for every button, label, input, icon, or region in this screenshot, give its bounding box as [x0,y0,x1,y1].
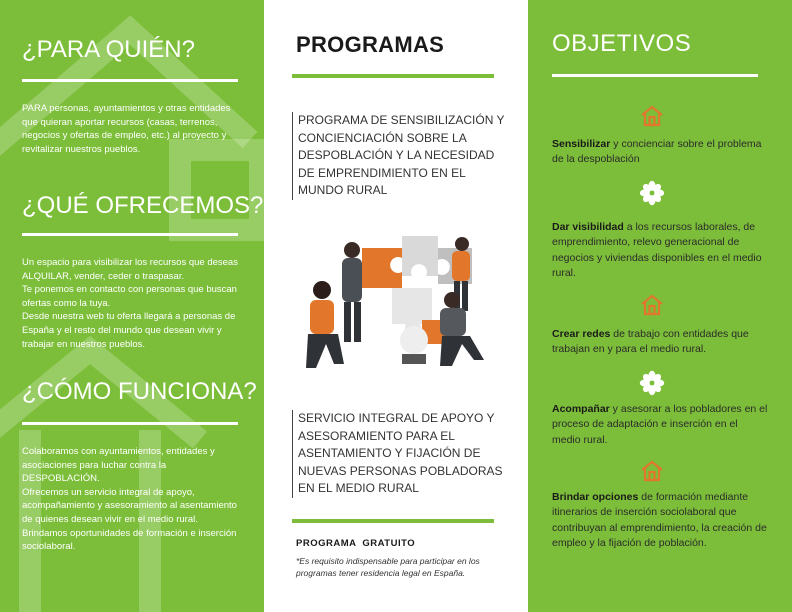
program-sensibilizacion: PROGRAMA DE SENSIBILIZACIÓN Y CONCIENCIACIÓN SOBRE LA DESPOBLACIÓN Y LA NECESIDAD DE EMPRENDIMIENTO EN EL MUNDO RURAL [292,112,506,200]
objective-4: Acompañar y asesorar a los pobladores en el proceso de adaptación e inserción en el medio rural. [552,403,768,446]
person-left [306,281,344,368]
divider [22,233,238,236]
house-icon [639,458,665,484]
divider [292,519,494,523]
divider [22,79,238,82]
flower-icon [639,180,665,206]
middle-panel [264,0,528,612]
objective-2: Dar visibilidad a los recursos laborales, de emprendimiento, relevo generacional de negocios y viviendas disponibles en el medio rural. [552,221,762,280]
para-quien-text: PARA personas, ayuntamientos y otras entidades que quieran aportar recursos (casas, terrenos, negocios y ofertas de empleo, etc.) al proyecto y revitalizar nuestros pueblos. [22,103,231,155]
puzzle-team-illustration [292,228,506,384]
person-center [342,242,362,342]
objective-1: Sensibilizar y concienciar sobre el problema de la despoblación [552,138,762,166]
heading-que-ofrecemos: ¿QUÉ OFRECEMOS? [22,192,264,219]
house-icon [639,292,665,318]
divider [22,422,238,425]
divider [292,74,494,78]
left-panel [0,0,264,612]
heading-para-quien: ¿PARA QUIÉN? [22,36,195,63]
objetivos-title: OBJETIVOS [552,30,692,57]
objective-3: Crear redes de trabajo con entidades que trabajan en y para el medio rural. [552,328,749,356]
right-panel [528,0,792,612]
program-servicio-integral: SERVICIO INTEGRAL DE APOYO Y ASESORAMIENTO PARA EL ASENTAMIENTO Y FIJACIÓN DE NUEVAS PERSONAS POBLADORAS EN EL MEDIO RURAL [292,410,506,498]
house-icon [639,103,665,129]
que-ofrecemos-text: Un espacio para visibilizar los recursos que deseas ALQUILAR, vender, ceder o traspasar. Te ponemos en contacto con personas que buscan ofertas como la tuya. Desde nuestra web tu oferta llegará a personas de España y el resto del mundo que desean vivir y trabajar en nuestros pueblos. [22,257,238,350]
programa-gratuito-label: PROGRAMA GRATUITO [296,538,416,549]
divider [552,74,758,77]
programas-title: PROGRAMAS [296,32,445,57]
como-funciona-text: Colaboramos con ayuntamientos, entidades y asociaciones para luchar contra la DESPOBLACIÓN. Ofrecemos un servicio integral de apoyo, acompañamiento y asesoramiento al asentamiento de quienes desean vivir en el medio rural. Brindamos oportunidades de formación e inserción sociolaboral. [22,446,237,553]
requisito-note: *Es requisito indispensable para participar en los programas tener residencia legal en España. [296,556,480,578]
heading-como-funciona: ¿CÓMO FUNCIONA? [22,378,257,405]
objective-5: Brindar opciones de formación mediante itinerarios de inserción sociolaboral que contribuyan al emprendimiento, la creación de empleo y la fijación de población. [552,491,767,550]
flower-icon [639,370,665,396]
